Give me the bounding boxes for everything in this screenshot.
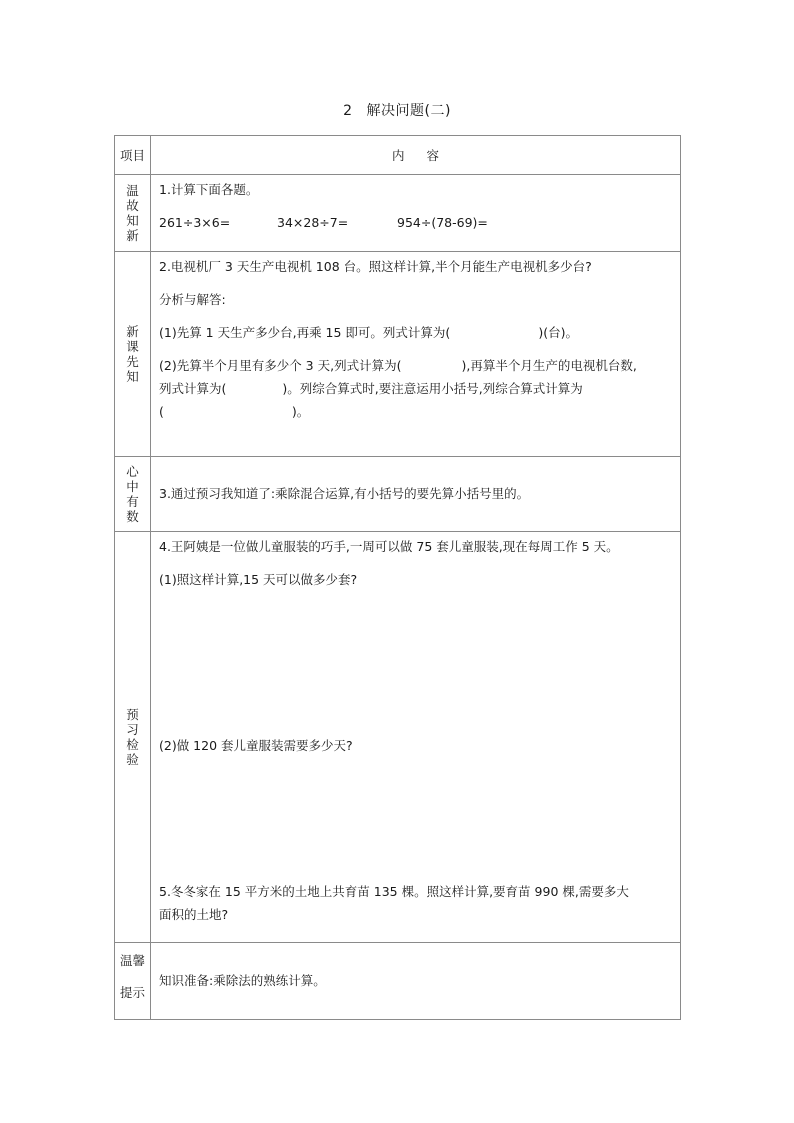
analysis-label: 分析与解答: xyxy=(159,292,226,307)
question-4-2: (2)做 120 套儿童服装需要多少天? xyxy=(159,738,353,753)
part-1 xyxy=(159,324,672,342)
part-1-suffix: )(台)。 xyxy=(538,325,578,340)
part-1-text: (1)先算 1 天生产多少台,再乘 15 即可。列式计算为( xyxy=(159,325,451,340)
part-2-line-2 xyxy=(159,380,672,398)
question-3: 3.通过预习我知道了:乘除混合运算,有小括号的要先算小括号里的。 xyxy=(159,486,530,501)
header-content-left: 内 xyxy=(391,148,405,163)
part-2-text-c: 列式计算为( xyxy=(159,381,227,396)
tip-content-cell xyxy=(151,943,681,1020)
header-label-cell xyxy=(115,136,151,175)
mind-content-cell xyxy=(151,457,681,532)
question-4-1: (1)照这样计算,15 天可以做多少套? xyxy=(159,572,358,587)
check-row xyxy=(115,532,681,943)
question-5-line-1: 5.冬冬家在 15 平方米的土地上共育苗 135 棵。照这样计算,要育苗 990 棵,需要多大 xyxy=(159,884,629,899)
page-title xyxy=(0,100,794,120)
tip-label-cell xyxy=(115,943,151,1020)
new-label-cell xyxy=(115,252,151,457)
calc-2: 34×28÷7= xyxy=(277,215,349,230)
calc-3: 954÷(78-69)= xyxy=(397,215,488,230)
check-label-cell xyxy=(115,532,151,943)
review-label: 温故知新 xyxy=(126,183,139,243)
review-row xyxy=(115,175,681,252)
part-2-text-b: ),再算半个月生产的电视机台数, xyxy=(461,358,637,373)
lesson-number: 2 xyxy=(343,103,353,119)
tip-text: 知识准备:乘除法的熟练计算。 xyxy=(159,973,326,988)
lesson-table xyxy=(114,135,681,1020)
mind-label: 心中有数 xyxy=(126,464,139,524)
check-content-cell xyxy=(151,532,681,943)
part-2-text-d: )。列综合算式时,要注意运用小括号,列综合算式计算为 xyxy=(282,381,583,396)
calc-1: 261÷3×6= xyxy=(159,215,231,230)
tip-label-1: 温馨 xyxy=(119,953,145,968)
new-row xyxy=(115,252,681,457)
question-5-line-2: 面积的土地? xyxy=(159,907,229,922)
question-4: 4.王阿姨是一位做儿童服装的巧手,一周可以做 75 套儿童服装,现在每周工作 5 天。 xyxy=(159,539,619,554)
header-content-cell xyxy=(151,136,681,175)
question-1: 1.计算下面各题。 xyxy=(159,182,259,197)
lesson-title: 解决问题(二) xyxy=(366,103,451,119)
new-label: 新课先知 xyxy=(126,324,139,384)
part-2-text: (2)先算半个月里有多少个 3 天,列式计算为( xyxy=(159,358,402,373)
review-label-cell xyxy=(115,175,151,252)
tip-label-2: 提示 xyxy=(119,985,145,1000)
part-2-line-3 xyxy=(159,403,672,421)
part-2-text-e: ( xyxy=(159,404,164,419)
question-2: 2.电视机厂 3 天生产电视机 108 台。照这样计算,半个月能生产电视机多少台? xyxy=(159,259,592,274)
mind-row xyxy=(115,457,681,532)
header-content-right: 容 xyxy=(426,148,440,163)
check-label: 预习检验 xyxy=(126,707,139,767)
part-2-line-1 xyxy=(159,357,672,375)
calc-row xyxy=(159,214,672,232)
header-label: 项目 xyxy=(119,148,145,163)
new-content-cell xyxy=(151,252,681,457)
review-content-cell xyxy=(151,175,681,252)
table-header-row xyxy=(115,136,681,175)
part-2-text-f: )。 xyxy=(291,404,310,419)
mind-label-cell xyxy=(115,457,151,532)
tip-row xyxy=(115,943,681,1020)
